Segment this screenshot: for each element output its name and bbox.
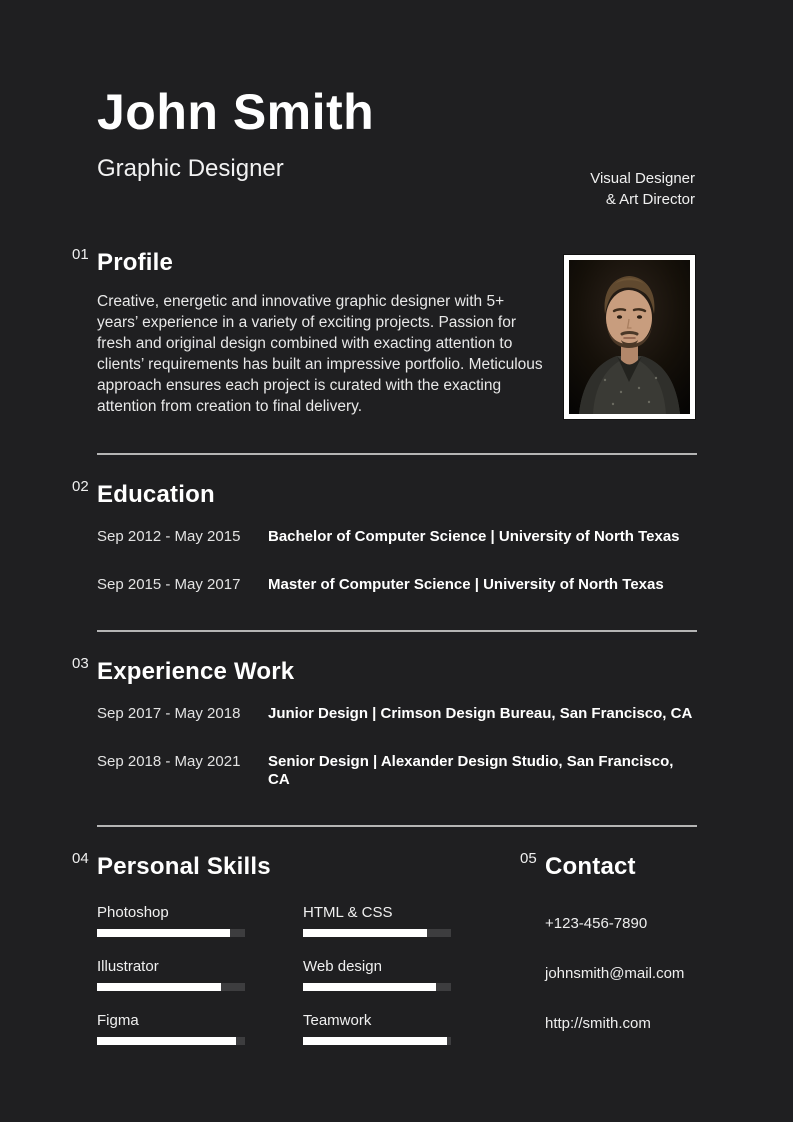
education-heading [72,480,695,510]
education-row [97,528,695,546]
divider [97,825,697,827]
website-url[interactable]: http://smith.com [545,1015,651,1032]
side-role-line1: Visual Designer [590,170,695,187]
date-range: Sep 2017 - May 2018 [97,705,241,722]
skill-item [303,1012,451,1045]
experience-row [97,753,695,789]
profile-text: Creative, energetic and innovative graphic designer with 5+ years’ experience in a variety of exciting projects. Passion for fresh and original design combined with exacting attention to clients’ requirements has built an impressive portfolio. Meticulous approach ensures each project is curated with the exacting attention from creation to final delivery. [97,293,543,415]
skill-bar-track [303,1037,451,1045]
portrait-photo-image [569,260,690,414]
section-number: 05 [520,850,537,867]
page-title: John Smith [97,84,375,140]
skill-label: Photoshop [97,904,169,921]
section-title: Education [97,481,215,508]
skill-bar-track [303,929,451,937]
date-range: Sep 2018 - May 2021 [97,753,241,770]
section-title: Experience Work [97,658,295,685]
section-experience [72,655,695,789]
skills-grid [97,904,545,1045]
contact-items [545,915,695,1033]
skill-item [97,1012,245,1045]
section-number: 04 [72,850,89,867]
portrait-photo [564,255,695,419]
experience-rows [97,705,695,789]
side-role [590,168,695,210]
divider [97,630,697,632]
section-contact [520,850,695,1045]
skill-label: HTML & CSS [303,904,393,921]
skill-bar-track [97,983,245,991]
section-title: Contact [545,853,636,880]
job-title: Graphic Designer [97,155,284,182]
date-range: Sep 2012 - May 2015 [97,528,241,545]
degree-detail: Master of Computer Science | University of North Texas [268,576,664,593]
section-number: 02 [72,478,89,495]
contact-heading [520,852,695,882]
section-title: Profile [97,249,174,276]
skill-label: Figma [97,1012,139,1029]
date-range: Sep 2015 - May 2017 [97,576,241,593]
skill-item [97,958,245,991]
skill-bar-fill [303,929,427,937]
experience-row [97,705,695,723]
skill-item [303,958,451,991]
section-number: 03 [72,655,89,672]
education-rows [97,528,695,594]
skill-bar-track [97,1037,245,1045]
skill-bar-track [97,929,245,937]
section-skills [72,850,545,1045]
section-number: 01 [72,246,89,263]
skills-heading [72,852,545,882]
skill-label: Teamwork [303,1012,372,1029]
skill-bar-fill [97,983,221,991]
phone-number[interactable]: +123-456-7890 [545,915,648,932]
education-row [97,576,695,594]
job-detail: Junior Design | Crimson Design Bureau, San Francisco, CA [268,705,693,722]
section-profile [72,246,695,417]
job-detail: Senior Design | Alexander Design Studio, San Francisco, CA [268,753,674,788]
skill-label: Illustrator [97,958,159,975]
side-role-line2: & Art Director [605,191,695,208]
skill-bar-fill [97,1037,236,1045]
skill-bar-fill [303,983,436,991]
email-address[interactable]: johnsmith@mail.com [545,965,685,982]
skill-item [303,904,451,937]
experience-heading [72,657,695,687]
skill-item [97,904,245,937]
skill-bar-track [303,983,451,991]
degree-detail: Bachelor of Computer Science | University of North Texas [268,528,680,545]
bottom-columns [72,850,695,1045]
skill-label: Web design [303,958,382,975]
skill-bar-fill [303,1037,447,1045]
divider [97,453,697,455]
section-title: Personal Skills [97,853,271,880]
skill-bar-fill [97,929,230,937]
section-education [72,478,695,594]
